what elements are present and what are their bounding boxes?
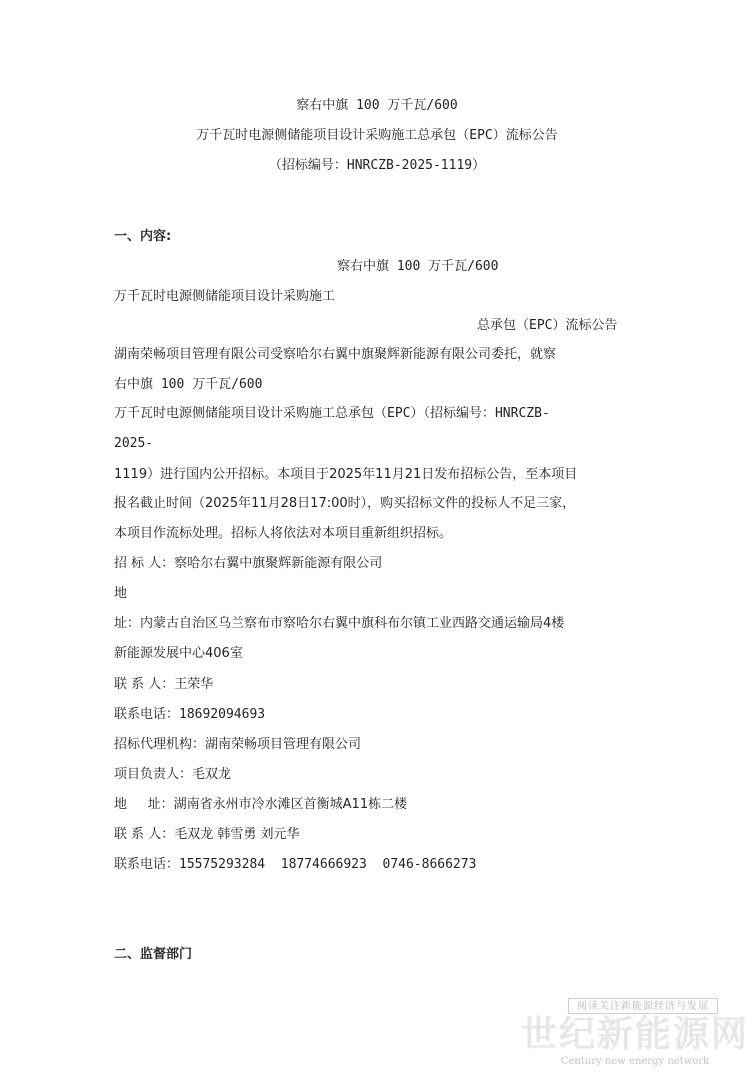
body-line: 湖南荣畅项目管理有限公司受察哈尔右翼中旗聚辉新能源有限公司委托，就察 — [114, 347, 557, 362]
project-lead: 项目负责人：毛双龙 — [114, 767, 232, 782]
body-line: 总承包（EPC）流标公告 — [477, 318, 618, 333]
agency-contact: 联 系 人：毛双龙 韩雪勇 刘元华 — [114, 827, 300, 842]
address-continued: 新能源发展中心406室 — [114, 646, 243, 661]
contact-person: 联 系 人：王荣华 — [114, 677, 214, 692]
address: 址：内蒙古自治区乌兰察布市察哈尔右翼中旗科布尔镇工业西路交通运输局4楼 — [114, 616, 565, 631]
watermark-logo: 世纪新能源网 — [520, 1013, 749, 1055]
section-2-heading: 二、监督部门 — [114, 947, 193, 962]
tenderer: 招 标 人：察哈尔右翼中旗聚辉新能源有限公司 — [114, 556, 383, 571]
address-label: 地 — [114, 586, 128, 601]
body-line: 察右中旗 100 万千瓦/600 — [337, 259, 499, 274]
title-line-3: （招标编号：HNRCZB-2025-1119） — [268, 158, 486, 173]
agency-phone: 联系电话：15575293284 18774666923 0746-8666273 — [114, 857, 477, 872]
body-line: 右中旗 100 万千瓦/600 — [114, 377, 263, 392]
body-line: 本项目作流标处理。招标人将依法对本项目重新组织招标。 — [114, 526, 453, 541]
agency: 招标代理机构：湖南荣畅项目管理有限公司 — [114, 737, 362, 752]
title-line-1: 察右中旗 100 万千瓦/600 — [296, 98, 458, 113]
agency-address: 地 址：湖南省永州市冷水滩区首衡城A11栋二楼 — [114, 797, 408, 812]
body-line: 万千瓦时电源侧储能项目设计采购施工总承包（EPC）（招标编号：HNRCZB- — [114, 406, 550, 421]
body-line: 2025- — [114, 436, 154, 451]
section-1-heading: 一、内容: — [114, 229, 172, 244]
watermark-tagline: 阅读关注新能源经济与发展 — [568, 998, 718, 1014]
contact-phone: 联系电话：18692094693 — [114, 707, 266, 722]
body-line: 1119）进行国内公开招标。本项目于2025年11月21日发布招标公告，至本项目 — [114, 467, 578, 482]
watermark-logo-english: Century new energy network — [560, 1056, 710, 1067]
title-line-2: 万千瓦时电源侧储能项目设计采购施工总承包（EPC）流标公告 — [196, 128, 558, 143]
body-line: 报名截止时间（2025年11月28日17:00时），购买招标文件的投标人不足三家， — [114, 496, 576, 511]
body-line: 万千瓦时电源侧储能项目设计采购施工 — [114, 289, 336, 304]
